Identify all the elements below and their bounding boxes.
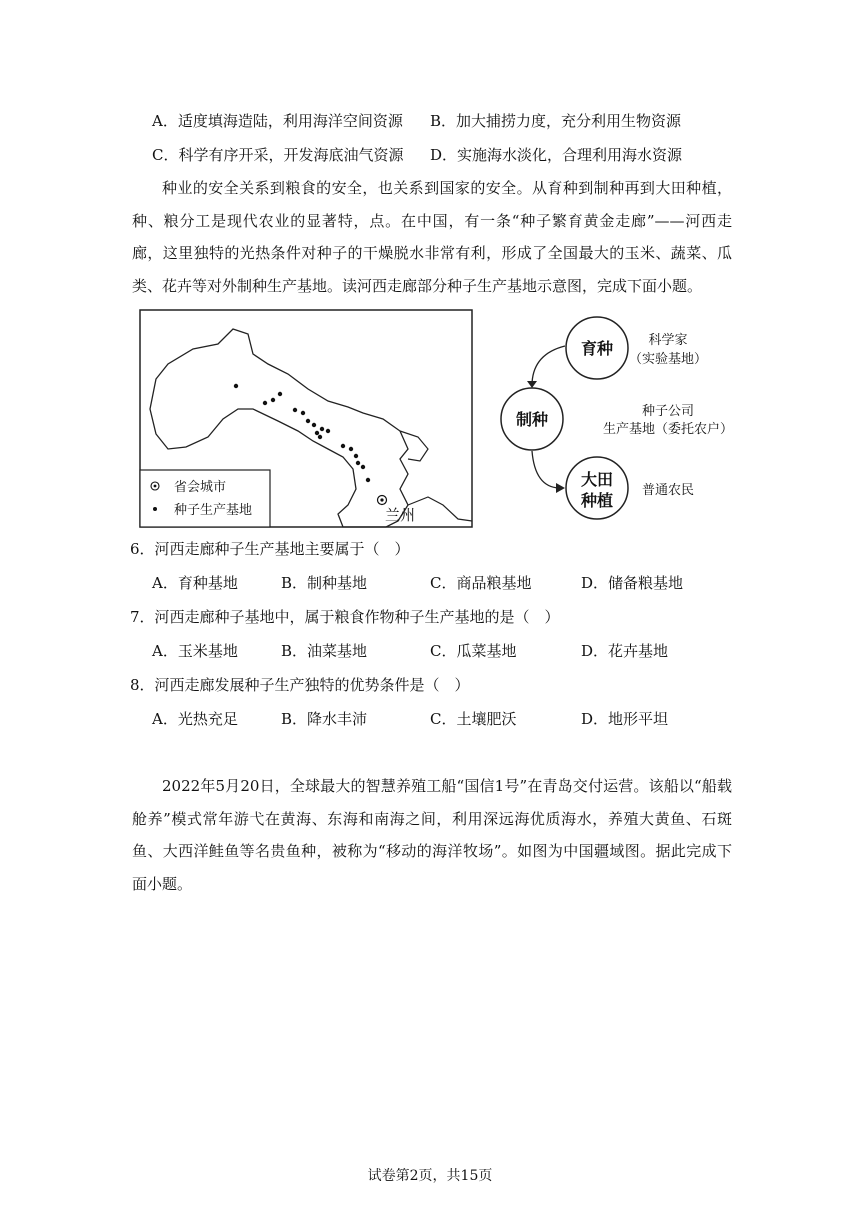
question-6-option-b: B．制种基地 bbox=[281, 574, 368, 592]
page-footer: 试卷第2页，共15页 bbox=[367, 1168, 493, 1184]
step-seedprod-desc-2: 生产基地（委托农户） bbox=[602, 422, 734, 437]
arrow-breeding-to-seedprod bbox=[532, 346, 565, 384]
step-field-label-2: 种植 bbox=[580, 491, 614, 510]
question-6-option-a: A．育种基地 bbox=[152, 574, 238, 592]
question-7-option-d: D．花卉基地 bbox=[581, 642, 669, 660]
question-7-option-a: A．玉米基地 bbox=[152, 642, 238, 660]
option-a-top: A．适度填海造陆，利用海洋空间资源 bbox=[152, 112, 403, 130]
step-breeding-desc-1: 科学家 bbox=[648, 333, 688, 348]
legend-base-symbol bbox=[153, 507, 157, 511]
passage-text: 种业的安全关系到粮食的安全，也关系到国家的安全。从育种到制种再到大田种植，种、粮分工是现代农业的显著特，点。在中国，有一条“种子繁育黄金走廊”——河西走廊，这里独特的光热条件对种子的干燥脱水非常有利，形成了全国最大的玉米、蔬菜、瓜类、花卉等对外制种生产基地。读河西走廊部分种子生产基地示意图，完成下面小题。 bbox=[132, 179, 732, 295]
seed-base-figure bbox=[138, 309, 738, 529]
legend-city-label: 省会城市 bbox=[174, 480, 227, 495]
step-seedprod-label: 制种 bbox=[515, 410, 549, 429]
question-7-stem: 7．河西走廊种子基地中，属于粮食作物种子生产基地的是（ ） bbox=[130, 608, 560, 626]
option-b-top: B．加大捕捞力度，充分利用生物资源 bbox=[430, 112, 682, 130]
step-breeding-desc-2: （实验基地） bbox=[628, 352, 708, 367]
question-8-option-c: C．土壤肥沃 bbox=[430, 710, 517, 728]
option-d-top: D．实施海水淡化，合理利用海水资源 bbox=[430, 146, 683, 164]
question-8-option-b: B．降水丰沛 bbox=[281, 710, 368, 728]
question-8-stem: 8．河西走廊发展种子生产独特的优势条件是（ ） bbox=[130, 676, 470, 694]
question-7-option-c: C．瓜菜基地 bbox=[430, 642, 517, 660]
passage-ocean-farm bbox=[132, 770, 732, 900]
step-field-label-1: 大田 bbox=[580, 470, 614, 489]
step-seedprod-desc-1: 种子公司 bbox=[641, 404, 695, 419]
passage-seed-industry bbox=[132, 172, 732, 302]
figure-svg bbox=[138, 309, 738, 529]
arrow-seedprod-to-field bbox=[532, 451, 559, 488]
step-breeding-label: 育种 bbox=[580, 339, 614, 358]
question-7-option-b: B．油菜基地 bbox=[281, 642, 368, 660]
question-6-option-c: C．商品粮基地 bbox=[430, 574, 532, 592]
passage-text: 2022年5月20日，全球最大的智慧养殖工船“国信1号”在青岛交付运营。该船以“船载舱养”模式常年游弋在黄海、东海和南海之间，利用深远海优质海水，养殖大黄鱼、石斑鱼、大西洋鲑鱼等名贵鱼种，被称为“移动的海洋牧场”。如图为中国疆域图。据此完成下面小题。 bbox=[132, 777, 732, 893]
map-legend bbox=[140, 470, 270, 527]
question-6-stem: 6．河西走廊种子生产基地主要属于（ ） bbox=[130, 540, 410, 558]
step-field-desc: 普通农民 bbox=[641, 483, 695, 498]
option-c-top: C．科学有序开采，开发海底油气资源 bbox=[152, 146, 404, 164]
question-6-option-d: D．储备粮基地 bbox=[581, 574, 684, 592]
legend-base-label: 种子生产基地 bbox=[174, 503, 253, 518]
lanzhou-label: 兰州 bbox=[385, 506, 416, 524]
question-8-option-a: A．光热充足 bbox=[152, 710, 238, 728]
question-8-option-d: D．地形平坦 bbox=[581, 710, 669, 728]
